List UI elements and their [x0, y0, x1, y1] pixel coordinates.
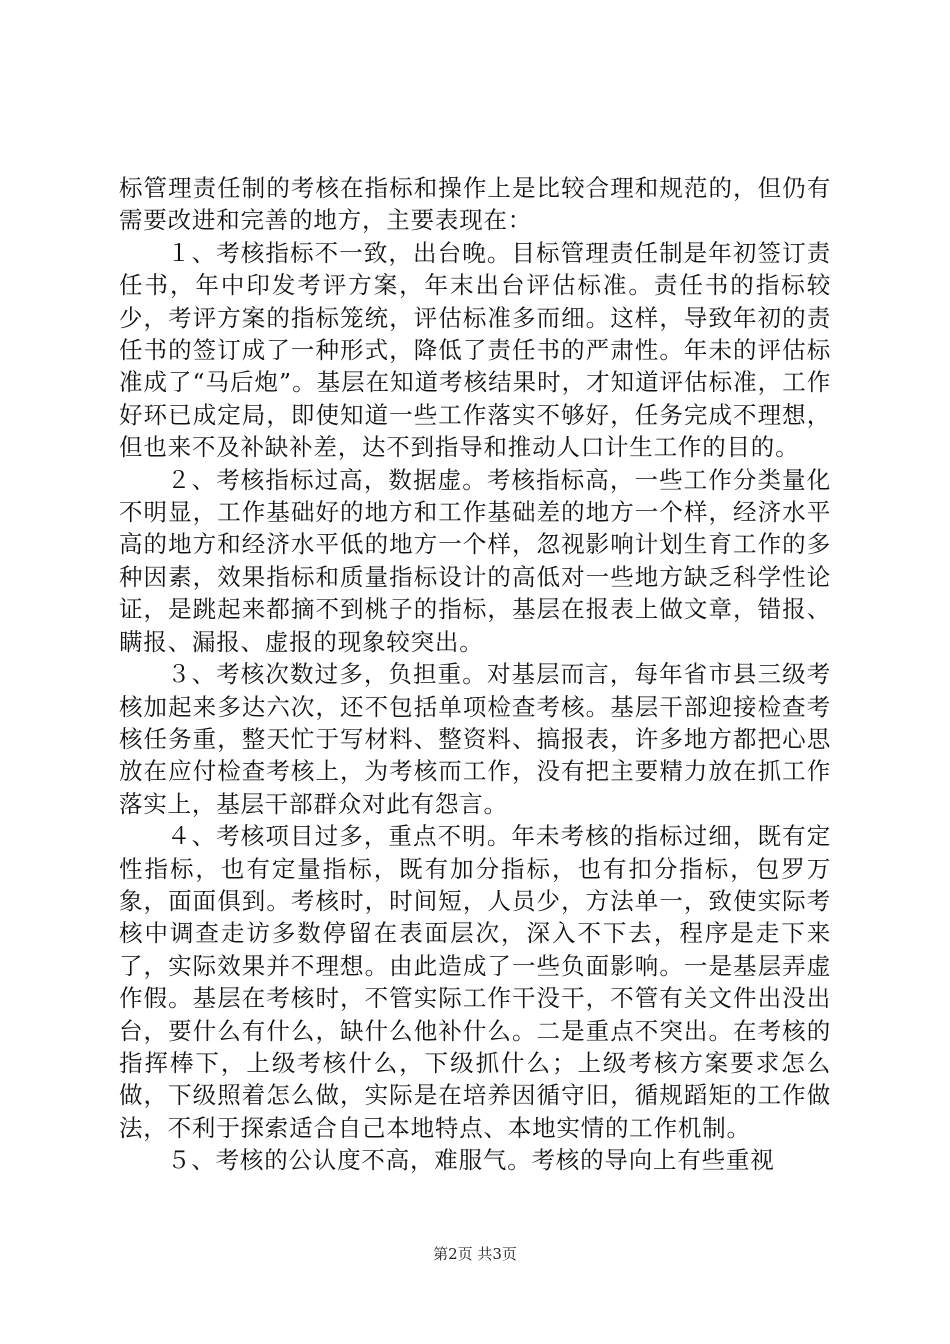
paragraph-item-5: ５、考核的公认度不高，难服气。考核的导向上有些重视 — [167, 1146, 775, 1175]
paragraph-item-3: ３、考核次数过多，负担重。对基层而言，每年省市县三级考核加起来多达六次，还不包括单项检查考核。基层干部迎接检查考核任务重，整天忙于写材料、整资料、搞报表，许多地方都把心思放在应付检查考核上，为考核而工作，没有把主要精力放在抓工作落实上，基层干部群众对此有怨言。 — [119, 660, 831, 818]
paragraph-item-2: ２、考核指标过高，数据虚。考核指标高，一些工作分类量化不明显，工作基础好的地方和工作基础差的地方一个样，经济水平高的地方和经济水平低的地方一个样，忽视影响计划生育工作的多种因素，效果指标和质量指标设计的高低对一些地方缺乏科学性论证，是跳起来都摘不到桃子的指标，基层在报表上做文章，错报、瞒报、漏报、虚报的现象较突出。 — [119, 465, 831, 656]
paragraph-item-1: １、考核指标不一致，出台晚。目标管理责任制是年初签订责任书，年中印发考评方案，年末出台评估标准。责任书的指标较少，考评方案的指标笼统，评估标准多而细。这样，导致年初的责任书的签订成了一种形式，降低了责任书的严肃性。年未的评估标准成了“马后炮”。基层在知道考核结果时，才知道评估标准，工作好环已成定局，即使知道一些工作落实不够好，任务完成不理想，但也来不及补缺补差，达不到指导和推动人口计生工作的目的。 — [119, 238, 831, 462]
page-footer: 第2页 共3页 — [433, 1245, 517, 1263]
paragraph-item-4: ４、考核项目过多，重点不明。年未考核的指标过细，既有定性指标，也有定量指标，既有加分指标，也有扣分指标，包罗万象，面面俱到。考核时，时间短，人员少，方法单一，致使实际考核中调查走访多数停留在表面层次，深入不下去，程序是走下来了，实际效果并不理想。由此造成了一些负面影响。一是基层弄虚作假。基层在考核时，不管实际工作干没干，不管有关文件出没出台，要什么有什么，缺什么他补什么。二是重点不突出。在考核的指挥棒下，上级考核什么，下级抓什么；上级考核方案要求怎么做，下级照着怎么做，实际是在培养因循守旧，循规蹈矩的工作做法，不利于探索适合自己本地特点、本地实情的工作机制。 — [119, 822, 831, 1142]
paragraph-continuation: 标管理责任制的考核在指标和操作上是比较合理和规范的，但仍有需要改进和完善的地方，主要表现在： — [119, 174, 831, 235]
document-body — [119, 172, 831, 1177]
